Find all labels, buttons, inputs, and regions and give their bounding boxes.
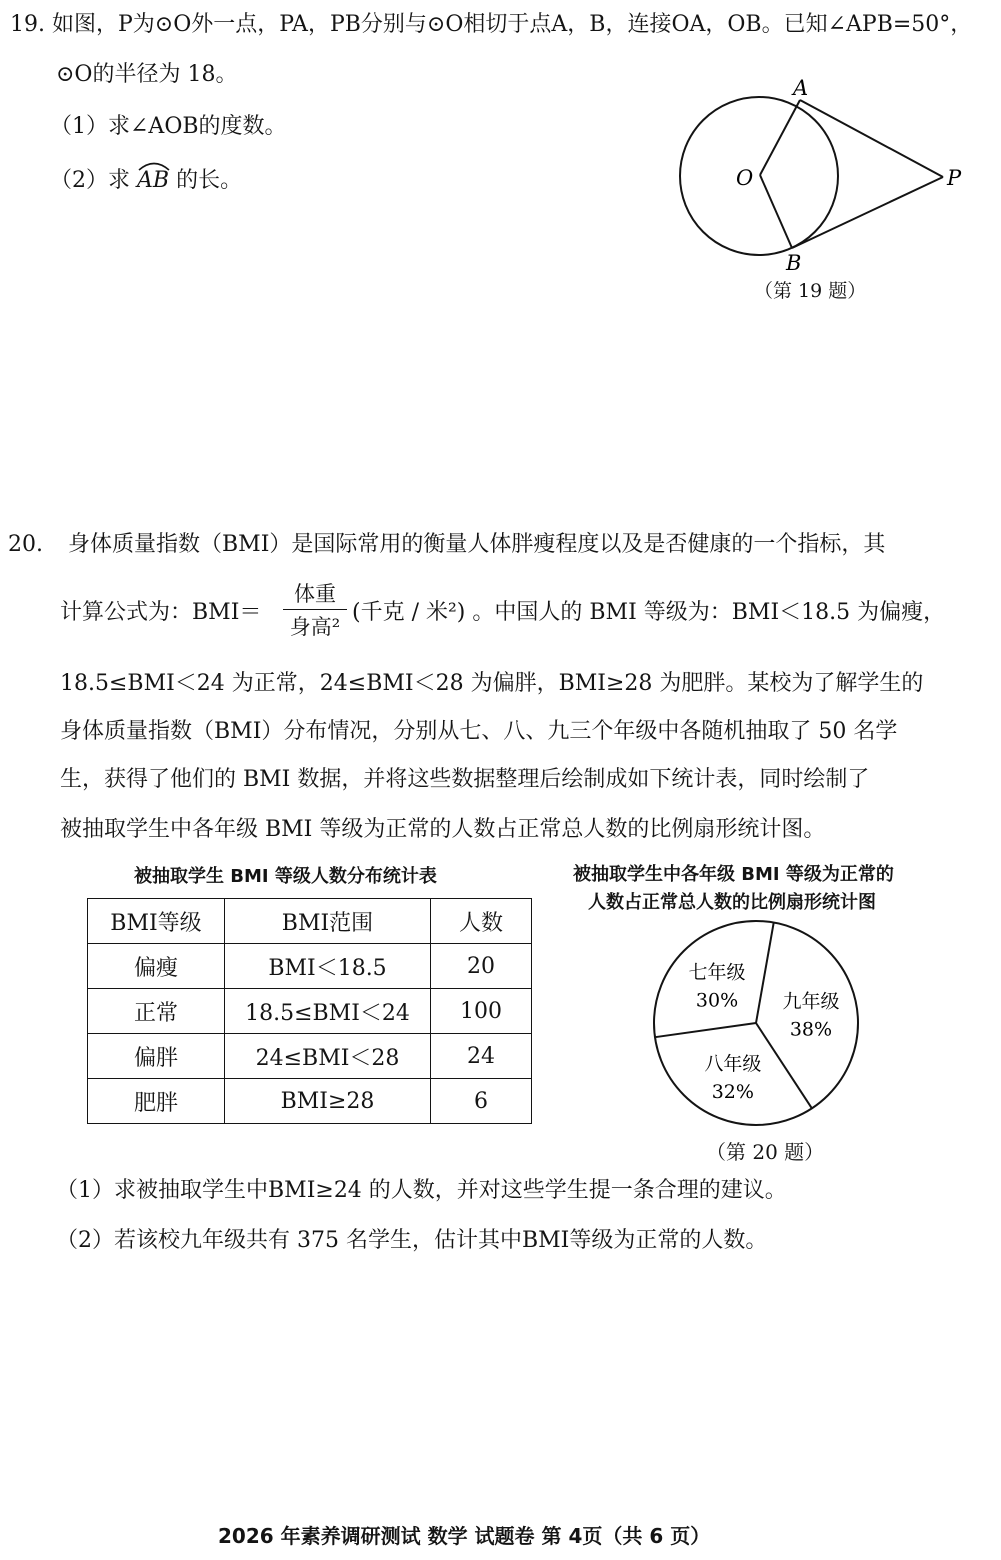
- q20-subquestion-2: （2）若该校九年级共有 375 名学生，估计其中BMI等级为正常的人数。: [56, 1228, 768, 1253]
- q19-stem-line1: 如图，P为⊙O外一点，PA，PB分别与⊙O相切于点A，B，连接OA，OB。已知∠APB=50°，: [52, 12, 973, 37]
- q20-line4: 身体质量指数（BMI）分布情况，分别从七、八、九三个年级中各随机抽取了 50 名学: [60, 719, 898, 744]
- table-cell: 18.5≤BMI＜24: [225, 989, 431, 1034]
- q19-sub2-prefix: （2）求: [50, 168, 130, 193]
- pie-slice-label: 八年级: [704, 1053, 762, 1076]
- q20-caption: （第 20 题）: [706, 1140, 825, 1164]
- tangent-pb: [792, 177, 943, 248]
- bmi-table: [87, 898, 532, 1124]
- radius-oa: [760, 100, 800, 175]
- radius-ob: [760, 175, 792, 248]
- q19-figure: [660, 70, 980, 270]
- table-cell: 偏胖: [88, 1034, 225, 1079]
- arc-symbol-icon: [137, 160, 171, 172]
- fraction-bar: [283, 609, 347, 610]
- header-cell: 人数: [431, 899, 532, 944]
- q20-line3: 18.5≤BMI＜24 为正常，24≤BMI＜28 为偏胖，BMI≥28 为肥胖。某校为了解学生的: [60, 671, 924, 696]
- q20-line6: 被抽取学生中各年级 BMI 等级为正常的人数占正常总人数的比例扇形统计图。: [60, 817, 826, 842]
- q20-line5: 生，获得了他们的 BMI 数据，并将这些数据整理后绘制成如下统计表，同时绘制了: [60, 767, 870, 792]
- table-cell: BMI≥28: [225, 1079, 431, 1124]
- q19-stem-line2: ⊙O的半径为 18。: [56, 62, 238, 87]
- header-cell: BMI范围: [225, 899, 431, 944]
- table-row: [88, 1034, 532, 1079]
- pie-slice-label: 九年级: [782, 990, 840, 1013]
- table-cell: 100: [431, 989, 532, 1034]
- chart-title-line1: 被抽取学生中各年级 BMI 等级为正常的: [573, 864, 894, 885]
- arc-ab: [137, 166, 169, 196]
- q19-subquestion-1: （1）求∠AOB的度数。: [50, 114, 287, 139]
- circle-o: [680, 97, 838, 255]
- table-cell: BMI＜18.5: [225, 944, 431, 989]
- table-row: [88, 1079, 532, 1124]
- arc-label: AB: [137, 168, 170, 193]
- table-cell: 20: [431, 944, 532, 989]
- bmi-fraction: [283, 578, 347, 641]
- table-row: [88, 989, 532, 1034]
- pie-slice-value: 32%: [711, 1081, 754, 1104]
- fraction-numerator: 体重: [294, 582, 336, 606]
- q19-number: 19.: [10, 12, 45, 37]
- table-cell: 24≤BMI＜28: [225, 1034, 431, 1079]
- table-row: [88, 944, 532, 989]
- table-cell: 肥胖: [88, 1079, 225, 1124]
- q20-line1: [8, 527, 885, 558]
- table-title: 被抽取学生 BMI 等级人数分布统计表: [134, 866, 437, 887]
- pie-chart: [640, 915, 880, 1135]
- table-cell: 24: [431, 1034, 532, 1079]
- point-a-label: A: [793, 76, 809, 100]
- table-cell: 6: [431, 1079, 532, 1124]
- chart-title-line2: 人数占正常总人数的比例扇形统计图: [588, 892, 876, 913]
- q19-sub2-suffix: 的长。: [176, 168, 243, 193]
- point-o-label: O: [736, 166, 754, 190]
- q19-line1: [10, 10, 972, 40]
- table-header-row: [88, 899, 532, 944]
- q19-subquestion-2: [50, 166, 242, 196]
- table-cell: 偏瘦: [88, 944, 225, 989]
- point-b-label: B: [786, 251, 802, 270]
- pie-slice-boundary: [655, 1023, 756, 1037]
- pie-slice-boundary: [756, 923, 774, 1023]
- q20-subquestion-1: （1）求被抽取学生中BMI≥24 的人数，并对这些学生提一条合理的建议。: [56, 1178, 787, 1203]
- point-p-label: P: [947, 166, 962, 190]
- header-cell: BMI等级: [88, 899, 225, 944]
- tangent-pa: [800, 100, 943, 177]
- pie-slice-value: 38%: [789, 1018, 833, 1041]
- table-cell: 正常: [88, 989, 225, 1034]
- fraction-denominator: 身高²: [289, 615, 341, 639]
- pie-slice-value: 30%: [695, 989, 739, 1012]
- q20-line2-prefix: 计算公式为：BMI＝: [60, 600, 262, 625]
- pie-slice-label: 七年级: [688, 961, 746, 984]
- q20-number: 20.: [8, 532, 43, 557]
- page-footer: 2026 年素养调研测试 数学 试题卷 第 4页（共 6 页）: [218, 1524, 711, 1548]
- q20-line2-suffix: (千克 / 米²) 。中国人的 BMI 等级为：BMI＜18.5 为偏瘦，: [352, 600, 946, 625]
- q20-stem-line1: 身体质量指数（BMI）是国际常用的衡量人体胖瘦程度以及是否健康的一个指标，其: [68, 532, 886, 557]
- q19-caption: （第 19 题）: [754, 280, 867, 302]
